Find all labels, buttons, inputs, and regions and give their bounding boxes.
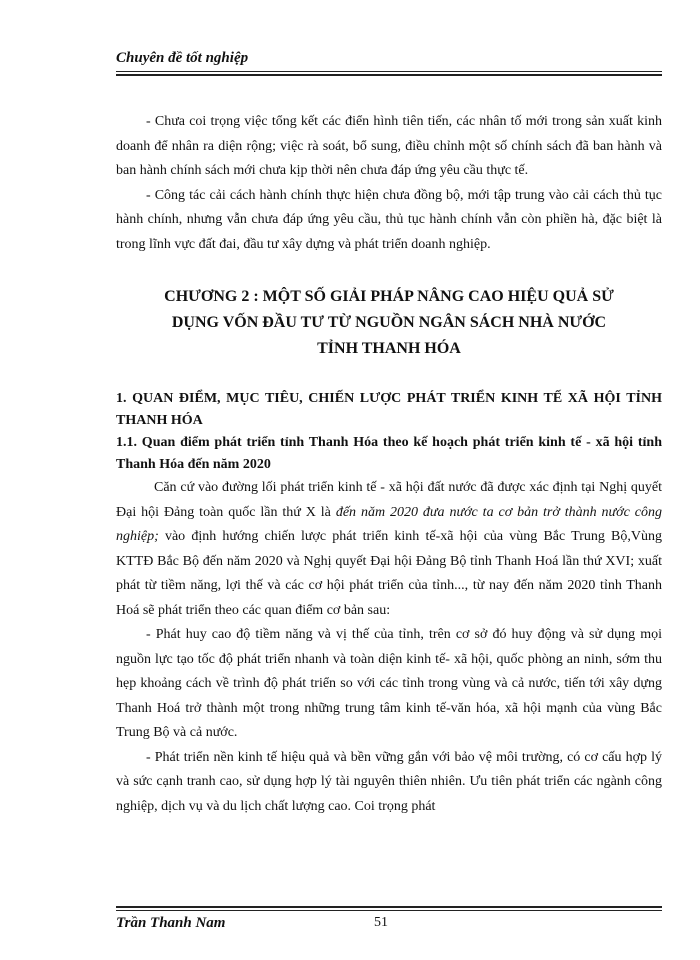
bullet-paragraph: - Phát huy cao độ tiềm năng và vị thế của tỉnh, trên cơ sở đó huy động và sử dụng mọi nguồn lực tạo tốc độ phát triển nhanh và toàn diện kinh tế- xã hội, quốc phòng an ninh, sớm thu hẹp khoảng cách về trình độ phát triển so với các tỉnh trong vùng và cả nước, tiến tới xây dựng Thanh Hoá trở thành một trong những trung tâm kinh tế-văn hóa, xã hội mạnh của vùng Bắc Trung Bộ và cả nước. — [116, 627, 662, 740]
subsection-heading: 1.1. Quan điểm phát triển tỉnh Thanh Hóa theo kế hoạch phát triển kinh tế - xã hội tỉnh Thanh Hóa đến năm 2020 — [116, 435, 662, 472]
header-rule-thick — [116, 74, 662, 76]
footer-rule-thick — [116, 906, 662, 908]
section-heading: 1. QUAN ĐIỂM, MỤC TIÊU, CHIẾN LƯỢC PHÁT TRIỂN KINH TẾ XÃ HỘI TỈNH THANH HÓA — [116, 391, 662, 428]
bullet-paragraph: - Phát triển nền kinh tế hiệu quả và bền vững gắn với bảo vệ môi trường, có cơ cấu hợp lý và sức cạnh tranh cao, sử dụng hợp lý tài nguyên thiên nhiên. Ưu tiên phát triển các ngành công nghiệp, dịch vụ và du lịch chất lượng cao. Coi trọng phát — [116, 749, 662, 814]
page-number: 51 — [374, 915, 388, 930]
intro-italic: đến năm 2020 đưa nước ta cơ bản trở thành nước công nghiệp; — [116, 504, 663, 544]
footer-author: Trần Thanh Nam — [116, 915, 226, 931]
intro-text-cont: vào định hướng chiến lược phát triển kinh tế-xã hội của vùng Bắc Trung Bộ,Vùng KTTĐ Bắc Bộ đến năm 2020 và Nghị quyết Đại hội Đảng Bộ tỉnh Thanh Hoá lần thứ XVI; xuất phát từ tiềm năng, lợi thế và các cơ hội phát triển của tỉnh..., từ nay đến năm 2020 tỉnh Thanh Hoá sẽ phát triển theo các quan điểm cơ bản sau: — [116, 529, 662, 618]
paragraph: - Công tác cải cách hành chính thực hiện chưa đồng bộ, mới tập trung vào cải cách thủ tục hành chính, nhưng vẫn chưa đáp ứng yêu cầu, thủ tục hành chính vẫn còn phiền hà, đặc biệt là trong lĩnh vực đất đai, đầu tư xây dựng và phát triển doanh nghiệp. — [116, 187, 662, 252]
intro-text: Căn cứ vào đường lối phát triển kinh tế - xã hội đất nước đã được xác định tại Nghị quyết Đại hội Đảng toàn quốc lần thứ X là — [116, 480, 662, 520]
footer-rule — [116, 910, 662, 911]
intro-paragraph — [116, 476, 662, 623]
chapter-title — [116, 284, 662, 362]
chapter-title-line: CHƯƠNG 2 : MỘT SỐ GIẢI PHÁP NÂNG CAO HIỆU QUẢ SỬ — [164, 288, 614, 305]
header-title: Chuyên đề tốt nghiệp — [116, 50, 249, 66]
paragraph: - Chưa coi trọng việc tổng kết các điển hình tiên tiến, các nhân tố mới trong sản xuất kinh doanh để nhân ra diện rộng; việc rà soát, bổ sung, điều chỉnh một số chính sách đã ban hành và ban hành chính sách mới chưa kịp thời nên chưa đáp ứng yêu cầu thực tế. — [116, 114, 662, 178]
chapter-title-line: TỈNH THANH HÓA — [317, 340, 461, 357]
page-content — [116, 110, 662, 819]
header-rule — [116, 71, 662, 72]
chapter-title-line: DỤNG VỐN ĐẦU TƯ TỪ NGUỒN NGÂN SÁCH NHÀ NƯỚC — [171, 314, 607, 331]
